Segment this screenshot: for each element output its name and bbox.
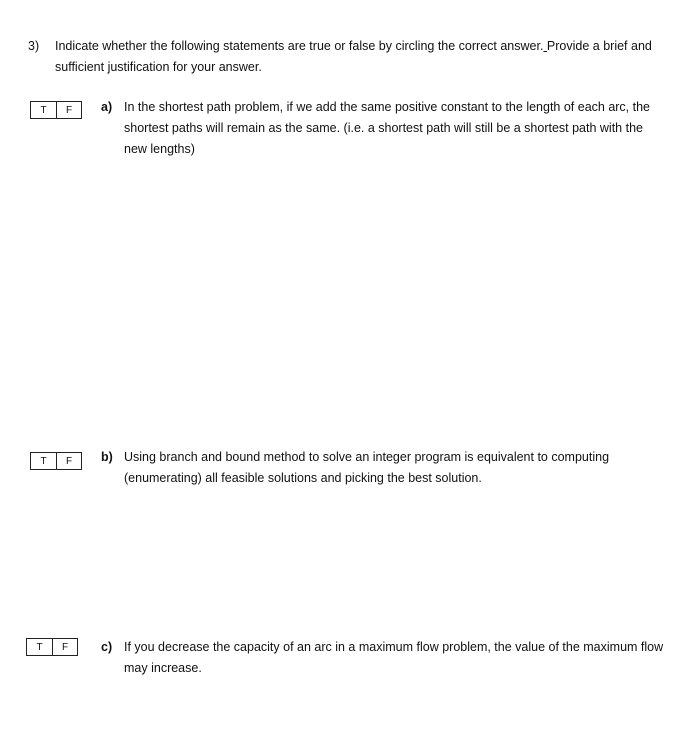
instruction-main: Indicate whether the following statements are true or false by circling the correct answer.	[55, 39, 544, 53]
question-number: 3)	[28, 39, 40, 53]
true-option-c[interactable]: T	[36, 641, 43, 653]
part-text-a: In the shortest path problem, if we add the same positive constant to the length of each arc, the shortest paths will remain as the same. (i.e. a shortest path will still be a shortest path with the new lengths)	[124, 100, 651, 156]
part-label-b: b)	[101, 450, 113, 464]
false-option-b[interactable]: F	[56, 453, 81, 469]
true-option-a[interactable]: T	[40, 104, 47, 116]
tf-box-b	[30, 452, 82, 470]
tf-box-a	[30, 101, 82, 119]
part-label-c: c)	[101, 640, 113, 654]
tf-box-c	[26, 638, 78, 656]
part-text-b: Using branch and bound method to solve an integer program is equivalent to computing (enumerating) all feasible solutions and picking the best solution.	[124, 450, 610, 485]
true-option-b[interactable]: T	[40, 455, 47, 467]
question-instructions	[55, 36, 665, 78]
instruction-rest: Provide a brief and sufficient justification for your answer.	[55, 39, 652, 74]
false-option-c[interactable]: F	[52, 639, 77, 655]
part-text-c: If you decrease the capacity of an arc in a maximum flow problem, the value of the maximum flow may increase.	[124, 640, 664, 675]
false-option-a[interactable]: F	[56, 102, 81, 118]
part-label-a: a)	[101, 100, 113, 114]
